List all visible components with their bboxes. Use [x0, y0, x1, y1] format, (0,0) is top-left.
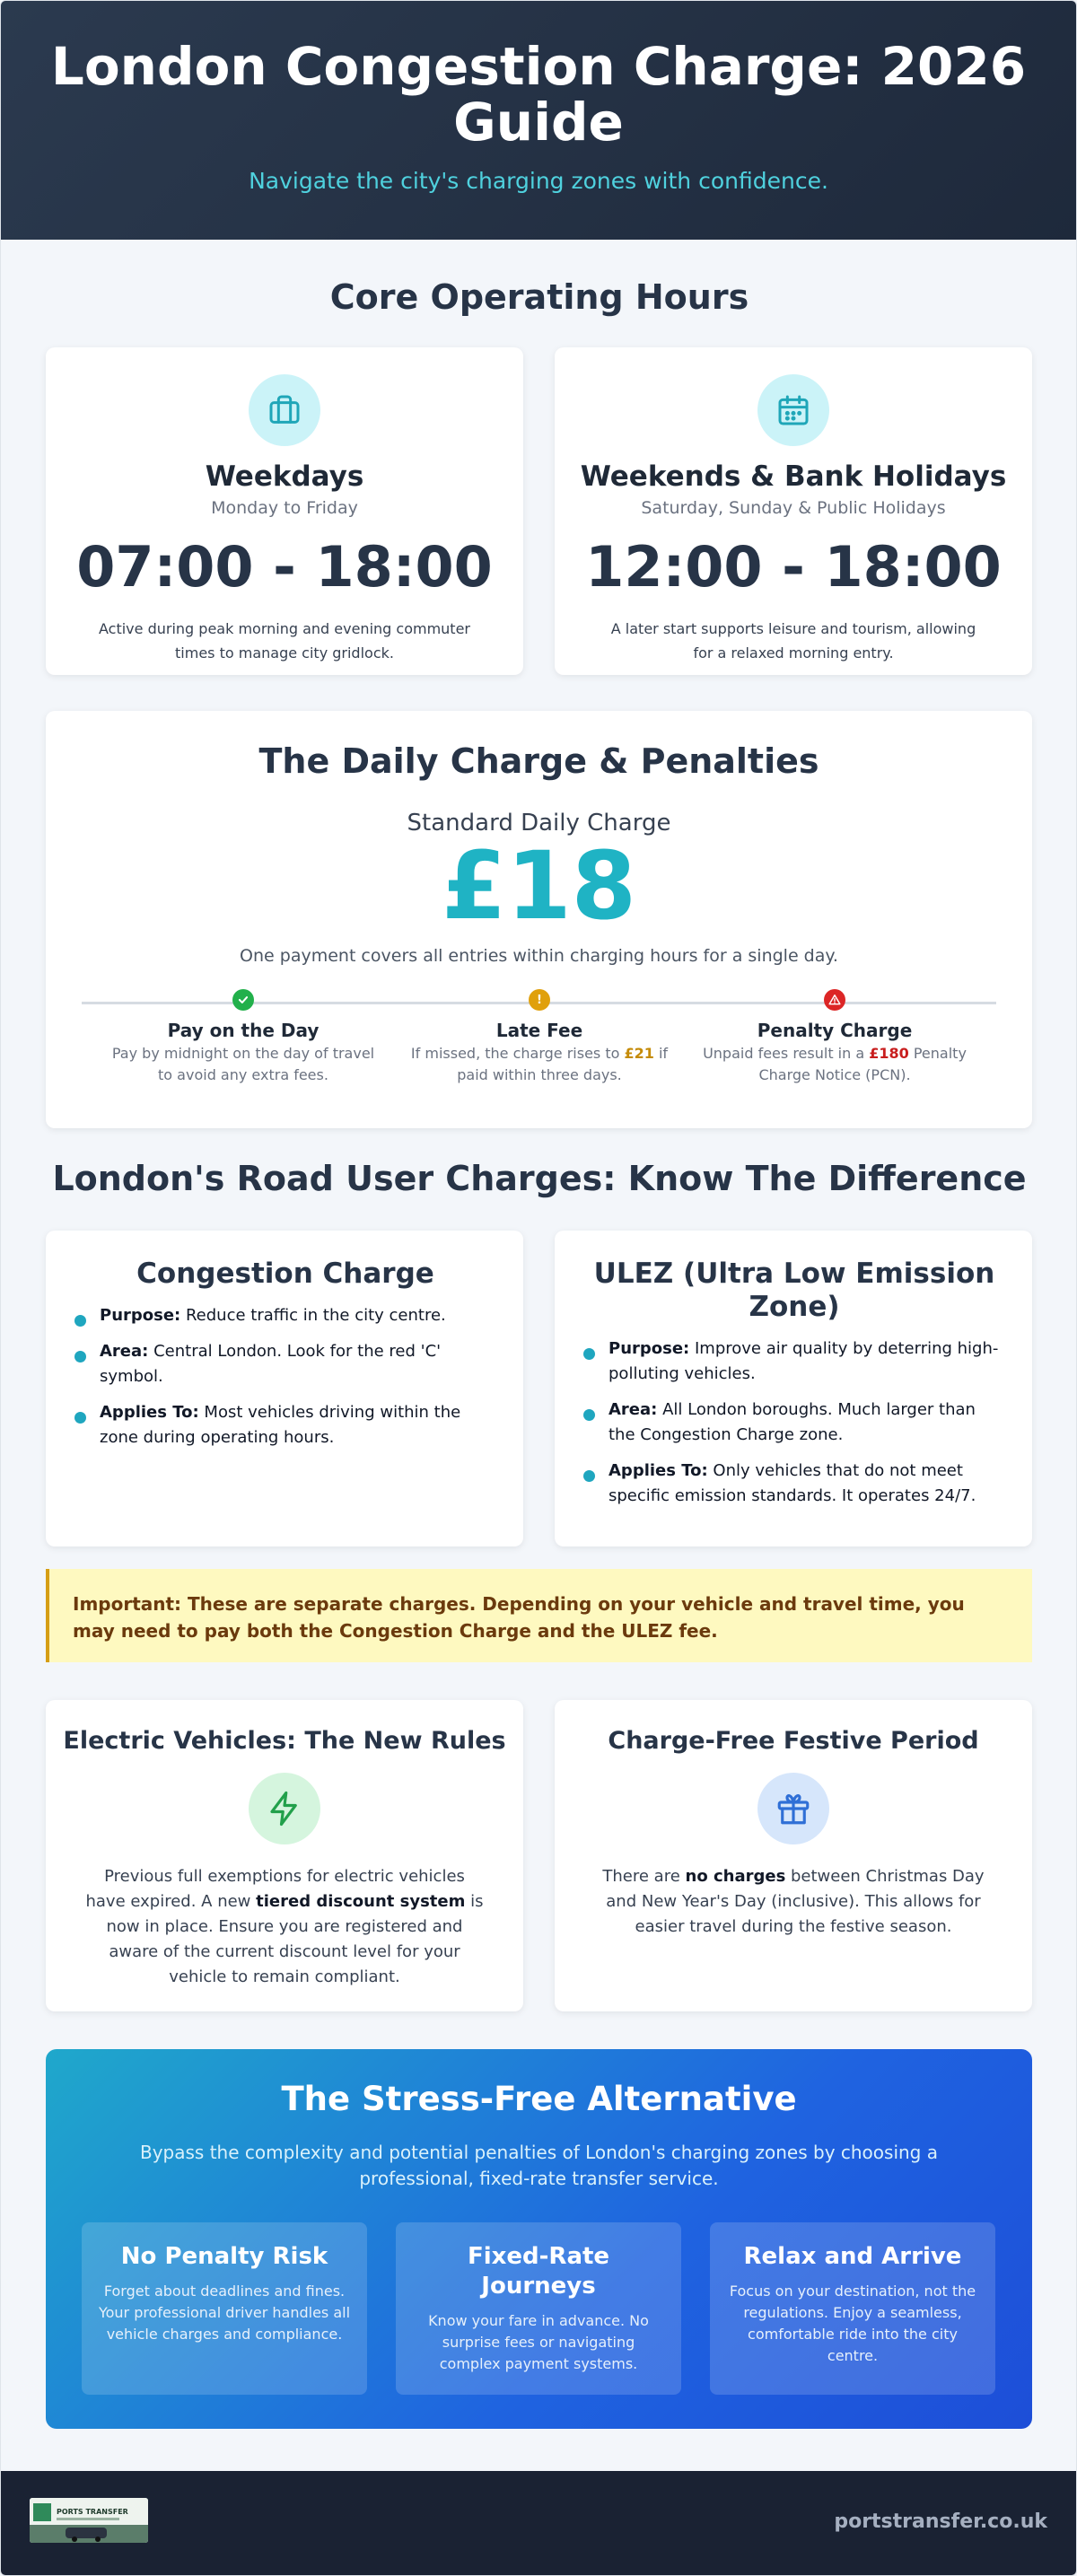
step-heading: Late Fee	[495, 1020, 583, 1041]
step-pay-on-day	[109, 989, 378, 1086]
weekdays-heading: Weekdays	[205, 460, 364, 493]
daily-charge-card	[46, 711, 1032, 1128]
page-subtitle: Navigate the city's charging zones with confidence.	[249, 168, 828, 194]
step-penalty-charge	[700, 989, 969, 1086]
footer-website-link[interactable]: portstransfer.co.uk	[834, 2510, 1047, 2533]
promo-box-text: Focus on your destination, not the regulations. Enjoy a seamless, comfortable ride into the city centre.	[729, 2282, 976, 2364]
standard-charge-price: £18	[441, 831, 637, 941]
step-text: Pay by midnight on the day of travel to avoid any extra fees.	[111, 1045, 375, 1083]
weekends-time: 12:00 - 18:00	[585, 534, 1002, 600]
check-icon	[232, 989, 254, 1011]
ev-text: Previous full exemptions for electric vehicles have expired. A new tiered discount system is now in place. Ensure you are registered and aware of the current discount level for your vehicle to remain compliant.	[85, 1867, 484, 1986]
lightning-icon	[249, 1773, 320, 1844]
list-item: Purpose: Improve air quality by deterring high-polluting vehicles.	[583, 1336, 1005, 1387]
list-item: Area: All London boroughs. Much larger than the Congestion Charge zone.	[583, 1398, 1005, 1448]
promo-box-heading: No Penalty Risk	[120, 2243, 328, 2270]
festive-heading: Charge-Free Festive Period	[608, 1727, 979, 1755]
list-item: Purpose: Reduce traffic in the city centre.	[74, 1303, 496, 1328]
stress-free-promo	[46, 2049, 1032, 2429]
promo-lead: Bypass the complexity and potential penalties of London's charging zones by choosing a professional, fixed-rate transfer service.	[140, 2142, 938, 2189]
gift-icon	[757, 1773, 829, 1844]
weekends-heading: Weekends & Bank Holidays	[580, 460, 1007, 493]
weekdays-sub: Monday to Friday	[211, 498, 358, 518]
difference-section-title: London's Road User Charges: Know The Difference	[52, 1159, 1027, 1198]
promo-title: The Stress-Free Alternative	[281, 2080, 797, 2118]
step-heading: Pay on the Day	[167, 1020, 320, 1041]
ulez-card	[555, 1231, 1032, 1546]
charge-section-title: The Daily Charge & Penalties	[258, 741, 819, 781]
list-item: Area: Central London. Look for the red 'C' symbol.	[74, 1339, 496, 1389]
hero-header	[1, 1, 1076, 240]
svg-text:PORTS TRANSFER: PORTS TRANSFER	[57, 2508, 128, 2516]
promo-box-no-penalty	[82, 2222, 367, 2395]
congestion-charge-card	[46, 1231, 523, 1546]
promo-box-heading: Relax and Arrive	[743, 2243, 962, 2270]
hours-section-title: Core Operating Hours	[329, 277, 749, 317]
promo-box-text: Know your fare in advance. No surprise fees or navigating complex payment systems.	[428, 2312, 649, 2372]
congestion-list	[74, 1303, 496, 1450]
ports-transfer-logo[interactable]	[30, 2498, 148, 2543]
congestion-heading: Congestion Charge	[136, 1257, 434, 1290]
calendar-icon	[757, 374, 829, 446]
weekdays-card	[46, 347, 523, 675]
festive-text: There are no charges between Christmas Day and New Year's Day (inclusive). This allows for easier travel during the festive season.	[602, 1867, 985, 1936]
step-text: Unpaid fees result in a £180 Penalty Charge Notice (PCN).	[703, 1045, 967, 1083]
weekends-card	[555, 347, 1032, 675]
festive-period-card	[555, 1700, 1032, 2011]
electric-vehicles-card	[46, 1700, 523, 2011]
list-item: Applies To: Only vehicles that do not meet specific emission standards. It operates 24/7.	[583, 1459, 1005, 1509]
weekends-sub: Saturday, Sunday & Public Holidays	[641, 498, 946, 518]
important-notice: Important: These are separate charges. Depending on your vehicle and travel time, you may need to pay both the Congestion Charge and the ULEZ fee.	[46, 1569, 1032, 1662]
step-late-fee	[405, 989, 674, 1086]
warning-icon	[824, 989, 845, 1011]
late-fee-amount: £21	[624, 1045, 654, 1062]
penalty-amount: £180	[869, 1045, 909, 1062]
promo-box-fixed-rate	[396, 2222, 681, 2395]
standard-charge-label: Standard Daily Charge	[407, 810, 671, 837]
exclamation-icon: !	[529, 989, 550, 1011]
ev-heading: Electric Vehicles: The New Rules	[63, 1727, 506, 1755]
weekends-desc: A later start supports leisure and tourism, allowing for a relaxed morning entry.	[610, 620, 976, 662]
standard-charge-desc: One payment covers all entries within charging hours for a single day.	[240, 946, 838, 966]
promo-box-relax	[710, 2222, 995, 2395]
weekdays-desc: Active during peak morning and evening commuter times to manage city gridlock.	[99, 620, 470, 662]
page-title: London Congestion Charge: 2026 Guide	[50, 36, 1027, 153]
promo-box-text: Forget about deadlines and fines. Your professional driver handles all vehicle charges and compliance.	[98, 2282, 351, 2343]
briefcase-icon	[249, 374, 320, 446]
step-heading: Penalty Charge	[757, 1020, 913, 1041]
ulez-list	[583, 1336, 1005, 1509]
list-item: Applies To: Most vehicles driving within the zone during operating hours.	[74, 1400, 496, 1450]
ulez-heading: ULEZ (Ultra Low Emission Zone)	[593, 1257, 995, 1323]
weekdays-time: 07:00 - 18:00	[76, 534, 493, 600]
step-text: If missed, the charge rises to £21 if paid within three days.	[410, 1045, 669, 1083]
promo-box-heading: Fixed-Rate Journeys	[467, 2243, 610, 2300]
footer	[1, 2471, 1077, 2576]
